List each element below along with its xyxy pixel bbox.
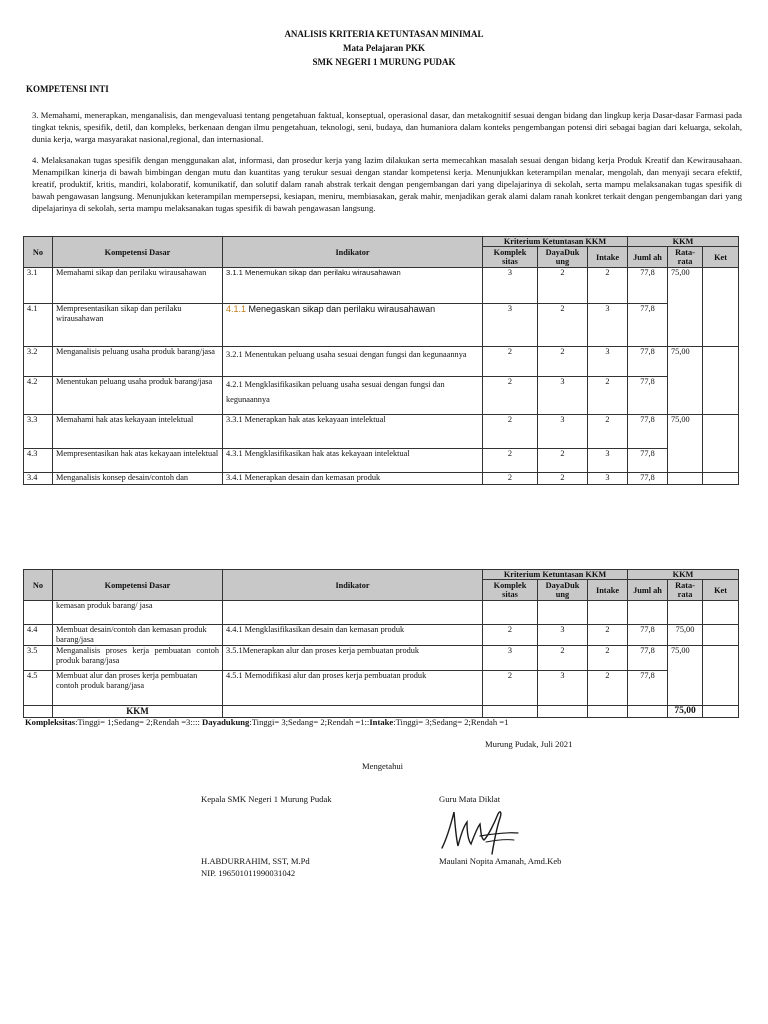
row-kd: Mempresentasikan sikap dan perilaku wirausahawan [53, 304, 223, 347]
row-kompleksitas: 3 [483, 646, 538, 671]
teacher-title: Guru Mata Diklat [439, 794, 501, 804]
header-rata-rata: Rata- rata [668, 247, 703, 268]
kkm-total-row [24, 706, 739, 718]
kkm-table-1 [23, 236, 739, 485]
indikator-text: Menegaskan sikap dan perilaku wirausahawan [248, 304, 436, 314]
row-daya-dukung: 3 [538, 377, 588, 415]
row-intake: 3 [588, 304, 628, 347]
row-ket [703, 625, 739, 646]
row-kd: Membuat alur dan proses kerja pembuatan contoh produk barang/jasa [53, 671, 223, 706]
table-row [24, 601, 739, 625]
header-kriterium: Kriterium Ketuntasan KKM [483, 570, 628, 580]
legend-line [25, 717, 508, 727]
row-jumlah: 77,8 [628, 671, 668, 706]
principal-nip: NIP. 196501011990031042 [201, 868, 296, 878]
row-rata-rata [668, 473, 703, 485]
row-indikator: 3.2.1 Menentukan peluang usaha sesuai dengan fungsi dan kegunaannya [223, 347, 483, 377]
row-intake: 3 [588, 347, 628, 377]
legend-intake-text: :Tinggi= 3;Sedang= 2;Rendah =1 [393, 717, 509, 727]
header-jumlah: Juml ah [628, 247, 668, 268]
row-daya-dukung: 2 [538, 646, 588, 671]
legend-kompleksitas-text: :Tinggi= 1;Sedang= 2;Rendah =3:::: [75, 717, 203, 727]
header-intake: Intake [588, 580, 628, 601]
row-ket [703, 473, 739, 485]
row-jumlah: 77,8 [628, 449, 668, 473]
row-kompleksitas: 2 [483, 625, 538, 646]
header-kompleksitas: Komplek sitas [483, 247, 538, 268]
row-rata-rata: 75,00 [668, 268, 703, 347]
header-kompleksitas: Komplek sitas [483, 580, 538, 601]
row-no: 4.4 [24, 625, 53, 646]
table-row [24, 377, 739, 415]
row-jumlah: 77,8 [628, 646, 668, 671]
row-kd: Mempresentasikan hak atas kekayaan intelektual [53, 449, 223, 473]
row-ket [703, 268, 739, 347]
row-jumlah: 77,8 [628, 268, 668, 304]
kkm-total-value: 75,00 [668, 706, 703, 718]
header-rata-rata: Rata- rata [668, 580, 703, 601]
row-no: 4.3 [24, 449, 53, 473]
row-no [24, 601, 53, 625]
header-indikator: Indikator [223, 237, 483, 268]
row-jumlah: 77,8 [628, 377, 668, 415]
row-intake: 2 [588, 646, 628, 671]
row-kd: Menganalisis konsep desain/contoh dan [53, 473, 223, 485]
row-ket [703, 646, 739, 706]
row-no: 3.5 [24, 646, 53, 671]
row-kompleksitas: 2 [483, 473, 538, 485]
row-intake: 2 [588, 415, 628, 449]
row-kompleksitas: 2 [483, 347, 538, 377]
row-intake: 2 [588, 625, 628, 646]
row-kd-continued: kemasan produk barang/ jasa [53, 601, 223, 625]
row-no: 3.1 [24, 268, 53, 304]
row-rata-rata: 75,00 [668, 347, 703, 415]
row-no: 3.4 [24, 473, 53, 485]
header-daya-dukung: DayaDuk ung [538, 247, 588, 268]
header-kompetensi-dasar: Kompetensi Dasar [53, 237, 223, 268]
legend-kompleksitas-label: Kompleksitas [25, 717, 76, 727]
row-intake: 3 [588, 449, 628, 473]
row-daya-dukung: 3 [538, 415, 588, 449]
place-date: Murung Pudak, Juli 2021 [485, 739, 573, 749]
row-daya-dukung: 2 [538, 449, 588, 473]
row-kompleksitas: 2 [483, 449, 538, 473]
table-row [24, 625, 739, 646]
legend-dayadukung-label: Dayadukung [202, 717, 250, 727]
table-row [24, 304, 739, 347]
row-indikator: 4.2.1 Mengklasifikasikan peluang usaha sesuai dengan fungsi dan kegunaannya [223, 377, 483, 415]
kkm-table-2 [23, 569, 739, 718]
row-daya-dukung: 2 [538, 304, 588, 347]
ki-3-paragraph: 3. Memahami, menerapkan, menganalisis, dan mengevaluasi tentang pengetahuan faktual, konseptual, operasional dasar, dan metakognitif sesuai dengan bidang dan lingkup kerja Dasar-dasar Farmasi pada tingkat teknis, spesifik, detil, dan kompleks, berkenaan dengan ilmu pengetahuan, teknologi, seni, budaya, dan humaniora dalam konteks pengembangan potensi diri sebagai bagian dari keluarga, sekolah, dunia kerja, warga masyarakat nasional,regional, dan internasional. [32, 110, 742, 144]
section-title-kompetensi-inti: KOMPETENSI INTI [26, 84, 109, 94]
doc-title: ANALISIS KRITERIA KETUNTASAN MINIMAL [284, 29, 484, 39]
row-intake: 2 [588, 671, 628, 706]
row-daya-dukung: 2 [538, 347, 588, 377]
header-no: No [24, 570, 53, 601]
row-jumlah: 77,8 [628, 415, 668, 449]
row-kompleksitas: 2 [483, 671, 538, 706]
row-jumlah: 77,8 [628, 304, 668, 347]
row-jumlah: 77,8 [628, 473, 668, 485]
row-intake: 3 [588, 473, 628, 485]
mengetahui-label: Mengetahui [362, 761, 404, 771]
teacher-name: Maulani Nopita Amanah, Amd.Keb [439, 856, 562, 866]
indikator-number: 4.1.1 [226, 304, 247, 314]
row-jumlah: 77,8 [628, 625, 668, 646]
row-kompleksitas: 2 [483, 377, 538, 415]
row-intake: 2 [588, 377, 628, 415]
table-row [24, 268, 739, 304]
header-kkm: KKM [628, 570, 739, 580]
legend-dayadukung-text: :Tinggi= 3;Sedang= 2;Rendah =1:: [249, 717, 370, 727]
kkm-total-label: KKM [53, 706, 223, 718]
row-kompleksitas: 3 [483, 304, 538, 347]
row-indikator: 3.1.1 Menemukan sikap dan perilaku wirausahawan [223, 268, 483, 304]
row-rata-rata: 75,00 [668, 625, 703, 646]
doc-subject: Mata Pelajaran PKK [343, 43, 425, 53]
row-kd: Menganalisis peluang usaha produk barang/jasa [53, 347, 223, 377]
row-daya-dukung: 3 [538, 625, 588, 646]
row-rata-rata: 75,00 [668, 646, 703, 706]
row-no: 3.2 [24, 347, 53, 377]
row-ket [703, 415, 739, 473]
principal-name: H.ABDURRAHIM, SST, M.Pd [201, 856, 310, 866]
row-no: 4.5 [24, 671, 53, 706]
row-kd: Menentukan peluang usaha produk barang/jasa [53, 377, 223, 415]
ki-4-paragraph: 4. Melaksanakan tugas spesifik dengan menggunakan alat, informasi, dan prosedur kerja yang lazim dilakukan serta memecahkan masalah sesuai dengan bidang kerja Produk Kreatif dan Kewirausahaan. Menampilkan kinerja di bawah bimbingan dengan mutu dan kuantitas yang terukur sesuai dengan standar kompetensi kerja. Menunjukkan keterampilan menalar, mengolah, dan menyaji secara efektif, kreatif, produktif, kritis, mandiri, kolaboratif, komunikatif, dan solutif dalam ranah abstrak terkait dengan pengembangan dari yang dipelajarinya di sekolah, serta mampu melaksanakan tugas spesifik di bawah pengawasan langsung. Menunjukkan keterampilan mempersepsi, kesiapan, meniru, membiasakan, gerak mahir, menjadikan gerak alami dalam ranah konkret terkait dengan pengembangan dari yang dipelajarinya di sekolah, serta mampu melaksanakan tugas spesifik di bawah pengawasan langsung. [32, 155, 742, 213]
header-no: No [24, 237, 53, 268]
row-daya-dukung: 2 [538, 268, 588, 304]
signature-image [436, 806, 526, 858]
row-no: 4.1 [24, 304, 53, 347]
legend-intake-label: Intake [369, 717, 394, 727]
header-kompetensi-dasar: Kompetensi Dasar [53, 570, 223, 601]
row-indikator: 4.3.1 Mengklasifikasikan hak atas kekayaan intelektual [223, 449, 483, 473]
header-ket: Ket [703, 580, 739, 601]
principal-title: Kepala SMK Negeri 1 Murung Pudak [201, 794, 332, 804]
header-intake: Intake [588, 247, 628, 268]
table-row [24, 646, 739, 671]
table-row [24, 671, 739, 706]
row-kd: Memahami hak atas kekayaan intelektual [53, 415, 223, 449]
table-row [24, 415, 739, 449]
row-rata-rata: 75,00 [668, 415, 703, 473]
row-daya-dukung: 2 [538, 473, 588, 485]
row-kd: Membuat desain/contoh dan kemasan produk barang/jasa [53, 625, 223, 646]
header-kriterium: Kriterium Ketuntasan KKM [483, 237, 628, 247]
row-jumlah: 77,8 [628, 347, 668, 377]
header-daya-dukung: DayaDuk ung [538, 580, 588, 601]
header-jumlah: Juml ah [628, 580, 668, 601]
table-row [24, 347, 739, 377]
row-indikator: 4.5.1 Memodifikasi alur dan proses kerja pembuatan produk [223, 671, 483, 706]
row-indikator: 3.3.1 Menerapkan hak atas kekayaan intelektual [223, 415, 483, 449]
row-indikator: 3.5.1Menerapkan alur dan proses kerja pembuatan produk [223, 646, 483, 671]
row-indikator: 3.4.1 Menerapkan desain dan kemasan produk [223, 473, 483, 485]
row-kd: Menganalisis proses kerja pembuatan contoh produk barang/jasa [53, 646, 223, 671]
doc-school: SMK NEGERI 1 MURUNG PUDAK [312, 57, 456, 67]
table-row [24, 473, 739, 485]
row-indikator [223, 304, 483, 347]
row-kompleksitas: 2 [483, 415, 538, 449]
table-row [24, 449, 739, 473]
row-intake: 2 [588, 268, 628, 304]
row-ket [703, 347, 739, 415]
row-no: 3.3 [24, 415, 53, 449]
header-indikator: Indikator [223, 570, 483, 601]
row-kompleksitas: 3 [483, 268, 538, 304]
header-kkm: KKM [628, 237, 739, 247]
row-daya-dukung: 3 [538, 671, 588, 706]
row-indikator: 4.4.1 Mengklasifikasikan desain dan kemasan produk [223, 625, 483, 646]
row-kd: Memahami sikap dan perilaku wirausahawan [53, 268, 223, 304]
header-ket: Ket [703, 247, 739, 268]
row-no: 4.2 [24, 377, 53, 415]
